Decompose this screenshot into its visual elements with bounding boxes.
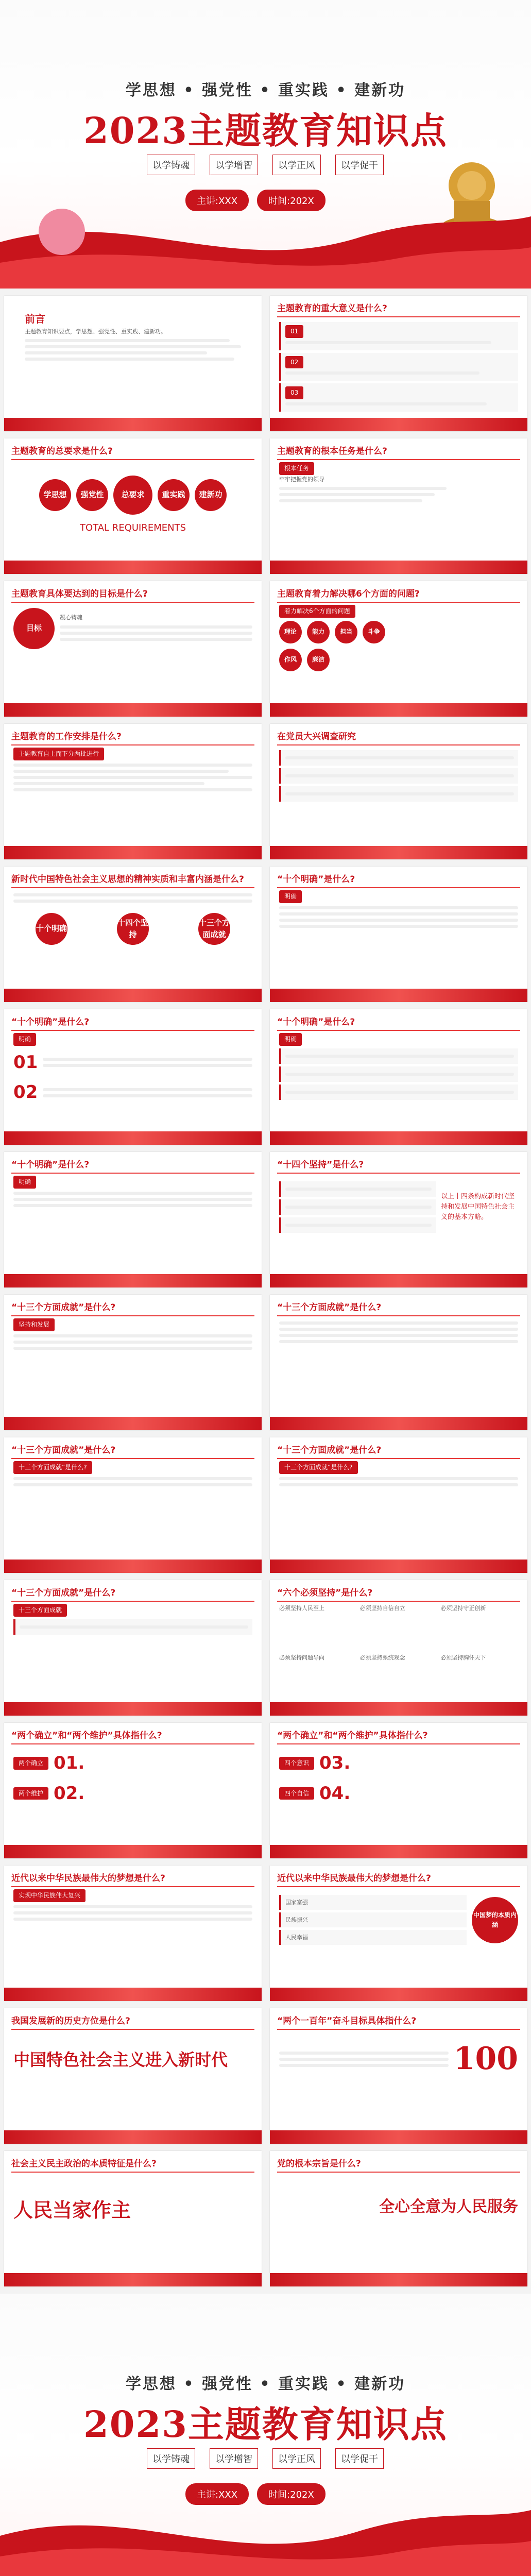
slide-goal xyxy=(4,581,262,717)
slide-title: 近代以来中华民族最伟大的梦想是什么? xyxy=(11,1871,254,1887)
circle-label: 中国梦的本质内涵 xyxy=(472,1897,518,1943)
slide-title: “十个明确”是什么? xyxy=(277,872,520,888)
label: 两个确立 xyxy=(13,1757,48,1770)
cover-tag: 以学铸魂 xyxy=(147,2448,195,2469)
cover-tag: 以学增智 xyxy=(210,2448,258,2469)
cover-tag: 以学正风 xyxy=(272,155,321,175)
number: 04. xyxy=(319,1783,351,1804)
slide-title: 在党员大兴调查研究 xyxy=(277,729,520,745)
red-ribbon-wave xyxy=(0,2489,531,2576)
slide-title: “十个明确”是什么? xyxy=(11,1014,254,1031)
number: 02 xyxy=(13,1082,38,1103)
slide-title: “两个一百年”奋斗目标具体指什么? xyxy=(277,2013,520,2030)
list-item: 国家富强 xyxy=(279,1895,467,1910)
slide-title: “十三个方面成就”是什么? xyxy=(277,1443,520,1459)
slide-ten-clarifications-4 xyxy=(4,1152,262,1287)
slide-ten-clarifications-2 xyxy=(4,1009,262,1145)
circle-label: 学思想 xyxy=(39,479,71,511)
cover-top xyxy=(0,0,531,289)
list-item: 必须坚持胸怀天下 xyxy=(440,1654,486,1661)
cover-title: 2023主题教育知识点 xyxy=(83,2403,448,2446)
slide-title: “六个必须坚持”是什么? xyxy=(277,1585,520,1602)
red-ribbon-wave xyxy=(0,196,531,289)
slide-title: 近代以来中华民族最伟大的梦想是什么? xyxy=(277,1871,520,1887)
circle-label: 作风 xyxy=(279,649,302,671)
number: 03. xyxy=(319,1753,351,1773)
label: 明确 xyxy=(279,890,302,903)
cover-tag: 以学促干 xyxy=(335,2448,384,2469)
slide-grid xyxy=(0,289,531,2294)
time-pill: 时间:202X xyxy=(257,190,326,211)
list-item: 必须坚持守正创新 xyxy=(440,1605,486,1612)
circle-label: 总要求 xyxy=(113,476,152,515)
list-item: 人民幸福 xyxy=(279,1930,467,1945)
slide-essence xyxy=(4,867,262,1002)
number: 01. xyxy=(54,1753,85,1773)
circle-label: 理论 xyxy=(279,621,302,643)
circle-label: 能力 xyxy=(307,621,330,643)
slide-title: “两个确立”和“两个维护”具体指什么? xyxy=(11,1728,254,1744)
slide-title: “十三个方面成就”是什么? xyxy=(11,1443,254,1459)
circle-label: 重实践 xyxy=(158,479,190,511)
slide-research xyxy=(270,724,527,859)
cover-tags xyxy=(147,2448,384,2469)
slide-dream-1 xyxy=(4,1866,262,2001)
slide-title: 新时代中国特色社会主义思想的精神实质和丰富内涵是什么? xyxy=(11,872,254,888)
slide-arrangement xyxy=(4,724,262,859)
label: 十三个方面成就”是什么? xyxy=(279,1461,358,1474)
label: 主题教育自上而下分两批进行 xyxy=(13,748,104,760)
cover-title: 2023主题教育知识点 xyxy=(83,109,448,152)
slide-two-centenary xyxy=(270,2008,527,2144)
list-item: 必须坚持问题导向 xyxy=(279,1654,324,1661)
label: 实现中华民族伟大复兴 xyxy=(13,1889,85,1902)
cover-tag: 以学增智 xyxy=(210,155,258,175)
label: 着力解决6个方面的问题 xyxy=(279,605,355,618)
caption: TOTAL REQUIREMENTS xyxy=(79,522,186,533)
slide-thirteen-3 xyxy=(4,1437,262,1573)
label: 明确 xyxy=(279,1033,302,1046)
slide-thirteen-1 xyxy=(4,1295,262,1430)
big-text: 人民当家作主 xyxy=(13,2198,131,2222)
circle-label: 目标 xyxy=(13,608,55,649)
slide-title: 主题教育的根本任务是什么? xyxy=(277,444,520,460)
label: 十三个方面成就 xyxy=(13,1604,67,1617)
slide-purpose xyxy=(270,2151,527,2286)
label: 根本任务 xyxy=(279,462,314,475)
label: 坚持和发展 xyxy=(13,1318,55,1331)
number: 02. xyxy=(54,1783,85,1804)
time-pill: 时间:202X xyxy=(257,2483,326,2505)
circle-label: 十个明确 xyxy=(36,913,67,945)
cover-tag: 以学正风 xyxy=(272,2448,321,2469)
speaker-pill: 主讲:XXX xyxy=(185,190,249,211)
slide-title: “十个明确”是什么? xyxy=(11,1157,254,1174)
cover-tag: 以学铸魂 xyxy=(147,155,195,175)
circle-label: 建新功 xyxy=(195,479,227,511)
slide-two-establishes-1 xyxy=(4,1723,262,1858)
label: 明确 xyxy=(13,1176,36,1189)
slide-title: “两个确立”和“两个维护”具体指什么? xyxy=(277,1728,520,1744)
slide-title: 主题教育的工作安排是什么? xyxy=(11,729,254,745)
slide-title: 主题教育的重大意义是什么? xyxy=(277,301,520,317)
slide-six-musts xyxy=(270,1580,527,1716)
slide-task xyxy=(270,438,527,574)
slide-title: “十个明确”是什么? xyxy=(277,1014,520,1031)
circle-label: 十四个坚持 xyxy=(117,913,149,945)
slide-thirteen-5 xyxy=(4,1580,262,1716)
cover-slogan: 学思想 • 强党性 • 重实践 • 建新功 xyxy=(125,2375,406,2393)
list-item: 必须坚持自信自立 xyxy=(359,1605,405,1612)
label: 明确 xyxy=(13,1033,36,1046)
slide-foreword xyxy=(4,296,262,431)
slide-new-era xyxy=(4,2008,262,2144)
slide-title: 社会主义民主政治的本质特征是什么? xyxy=(11,2156,254,2173)
big-text: 100 xyxy=(453,2041,518,2077)
slide-dream-2 xyxy=(270,1866,527,2001)
slide-title: 主题教育着力解决哪6个方面的问题? xyxy=(277,586,520,603)
label: 十三个方面成就”是什么? xyxy=(13,1461,92,1474)
speaker-pill: 主讲:XXX xyxy=(185,2483,249,2505)
cover-bottom xyxy=(0,2294,531,2576)
slide-text: 牢牢把握党的领导 xyxy=(279,476,324,483)
slide-title: 我国发展新的历史方位是什么? xyxy=(11,2013,254,2030)
slide-ten-clarifications-1 xyxy=(270,867,527,1002)
circle-label: 廉洁 xyxy=(307,649,330,671)
slide-text: 凝心铸魂 xyxy=(60,614,82,621)
label: 两个维护 xyxy=(13,1787,48,1800)
big-text: 中国特色社会主义进入新时代 xyxy=(13,2050,228,2070)
slide-ten-clarifications-3 xyxy=(270,1009,527,1145)
label: 四个意识 xyxy=(279,1757,314,1770)
slide-requirements xyxy=(4,438,262,574)
label: 四个自信 xyxy=(279,1787,314,1800)
number: 01 xyxy=(13,1052,38,1073)
slide-title: “十三个方面成就”是什么? xyxy=(11,1300,254,1316)
circle-label: 十三个方面成就 xyxy=(198,913,230,945)
cover-tags xyxy=(147,155,384,175)
slide-democracy xyxy=(4,2151,262,2286)
slide-fourteen xyxy=(270,1152,527,1287)
slide-title: 主题教育的总要求是什么? xyxy=(11,444,254,460)
circle-label: 强党性 xyxy=(76,479,108,511)
list-item: 必须坚持系统观念 xyxy=(359,1654,405,1661)
slide-title: “十四个坚持”是什么? xyxy=(277,1157,520,1174)
cover-tag: 以学促干 xyxy=(335,155,384,175)
slide-thirteen-2 xyxy=(270,1295,527,1430)
slide-text: 以上十四条构成新时代坚持和发展中国特色社会主义的基本方略。 xyxy=(441,1192,515,1222)
slide-text: 主题教育知识要点，学思想、强党性、重实践、建新功。 xyxy=(25,328,166,335)
list-item: 必须坚持人民至上 xyxy=(279,1605,324,1612)
list-item: 民族振兴 xyxy=(279,1912,467,1927)
circle-label: 斗争 xyxy=(363,621,385,643)
slide-significance: 主题教育的重大意义是什么? 01 02 03 xyxy=(270,296,527,431)
slide-problems xyxy=(270,581,527,717)
slide-two-establishes-2 xyxy=(270,1723,527,1858)
slide-title: 主题教育具体要达到的目标是什么? xyxy=(11,586,254,603)
big-text: 全心全意为人民服务 xyxy=(379,2198,518,2216)
slide-title: 前言 xyxy=(25,313,45,325)
slide-title: 党的根本宗旨是什么? xyxy=(277,2156,520,2173)
circle-label: 担当 xyxy=(335,621,357,643)
slide-title: “十三个方面成就”是什么? xyxy=(11,1585,254,1602)
slide-title: “十三个方面成就”是什么? xyxy=(277,1300,520,1316)
slide-thirteen-4 xyxy=(270,1437,527,1573)
cover-slogan: 学思想 • 强党性 • 重实践 • 建新功 xyxy=(125,81,406,99)
